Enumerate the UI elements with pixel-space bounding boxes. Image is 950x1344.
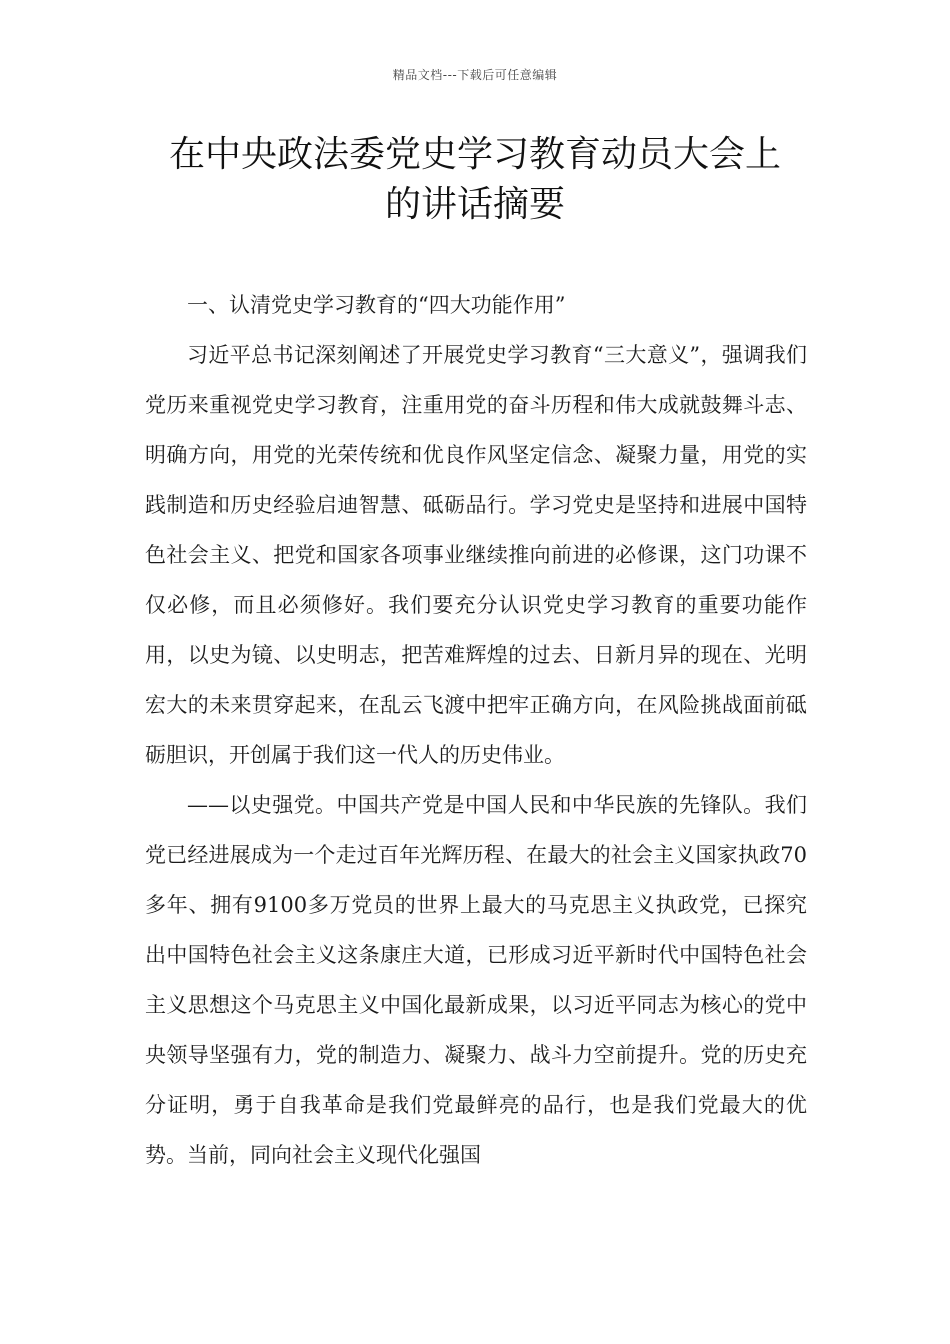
section-heading: 一、认清党史学习教育的“四大功能作用” [187, 293, 566, 317]
document-body [145, 280, 807, 1180]
paragraph: 习近平总书记深刻阐述了开展党史学习教育“三大意义”，强调我们党历来重视党史学习教育，注重用党的奋斗历程和伟大成就鼓舞斗志、明确方向，用党的光荣传统和优良作风坚定信念、凝聚力量，用党的实践制造和历史经验启迪智慧、砥砺品行。学习党史是坚持和进展中国特色社会主义、把党和国家各项事业继续推向前进的必修课，这门功课不仅必修，而且必须修好。我们要充分认识党史学习教育的重要功能作用，以史为镜、以史明志，把苦难辉煌的过去、日新月异的现在、光明宏大的未来贯穿起来，在乱云飞渡中把牢正确方向，在风险挑战面前砥砺胆识，开创属于我们这一代人的历史伟业。 [145, 343, 807, 767]
header-note: 精品文档---下载后可任意编辑 [392, 68, 558, 82]
title-line-1: 在中央政法委党史学习教育动员大会上 [168, 134, 781, 175]
paragraph: ——以史强党。中国共产党是中国人民和中华民族的先锋队。我们党已经进展成为一个走过百年光辉历程、在最大的社会主义国家执政70多年、拥有9100多万党员的世界上最大的马克思主义执政党，已探究出中国特色社会主义这条康庄大道，已形成习近平新时代中国特色社会主义思想这个马克思主义中国化最新成果，以习近平同志为核心的党中央领导坚强有力，党的制造力、凝聚力、战斗力空前提升。党的历史充分证明，勇于自我革命是我们党最鲜亮的品行，也是我们党最大的优势。当前，同向社会主义现代化强国 [145, 793, 807, 1167]
document-title [145, 130, 805, 230]
title-line-2: 的讲话摘要 [384, 184, 565, 225]
